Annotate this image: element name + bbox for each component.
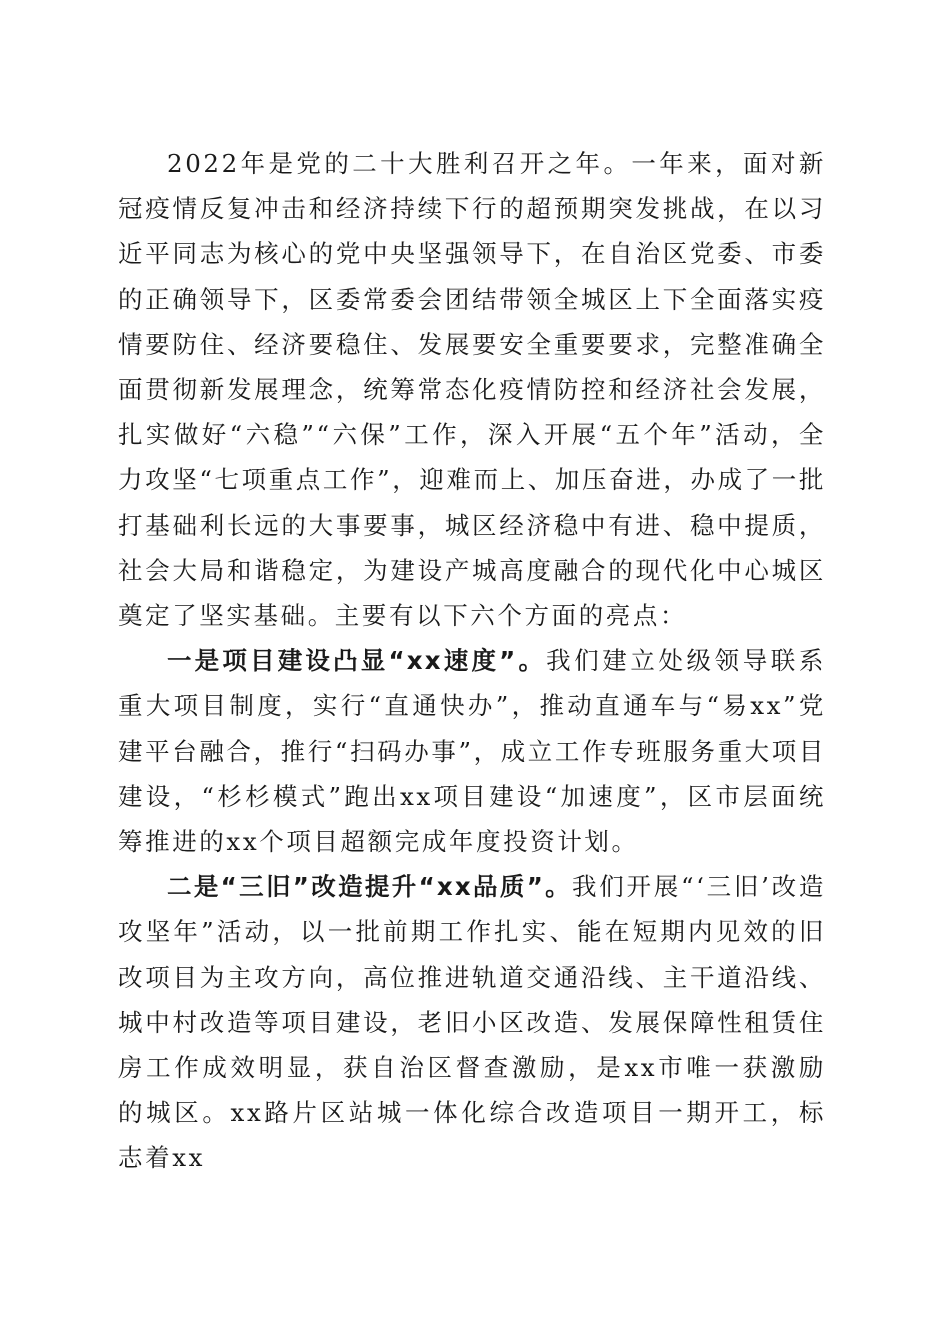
paragraph-highlight-1 xyxy=(118,638,826,864)
paragraph-highlight-2 xyxy=(118,864,826,1180)
document-body xyxy=(118,141,826,1181)
highlight-2-heading: 二是“三旧”改造提升“xx品质”。 xyxy=(167,872,573,902)
paragraph-intro xyxy=(118,141,826,638)
highlight-1-heading: 一是项目建设凸显“xx速度”。 xyxy=(167,646,547,676)
highlight-1-text: 我们建立处级领导联系重大项目制度，实行“直通快办”，推动直通车与“易xx”党建平台融合，推行“扫码办事”，成立工作专班服务重大项目建设，“杉杉模式”跑出xx项目建设“加速度”，区市层面统筹推进的xx个项目超额完成年度投资计划。 xyxy=(118,646,826,857)
highlight-2-text: 我们开展“‘三旧’改造攻坚年”活动，以一批前期工作扎实、能在短期内见效的旧改项目为主攻方向，高位推进轨道交通沿线、主干道沿线、城中村改造等项目建设，老旧小区改造、发展保障性租赁住房工作成效明显，获自治区督查激励，是xx市唯一获激励的城区。xx路片区站城一体化综合改造项目一期开工，标志着xx xyxy=(118,872,826,1173)
paragraph-intro-text: 2022年是党的二十大胜利召开之年。一年来，面对新冠疫情反复冲击和经济持续下行的超预期突发挑战，在以习近平同志为核心的党中央坚强领导下，在自治区党委、市委的正确领导下，区委常委会团结带领全城区上下全面落实疫情要防住、经济要稳住、发展要安全重要要求，完整准确全面贯彻新发展理念，统筹常态化疫情防控和经济社会发展，扎实做好“六稳”“六保”工作，深入开展“五个年”活动，全力攻坚“七项重点工作”，迎难而上、加压奋进，办成了一批打基础利长远的大事要事，城区经济稳中有进、稳中提质，社会大局和谐稳定，为建设产城高度融合的现代化中心城区奠定了坚实基础。主要有以下六个方面的亮点： xyxy=(118,149,826,631)
